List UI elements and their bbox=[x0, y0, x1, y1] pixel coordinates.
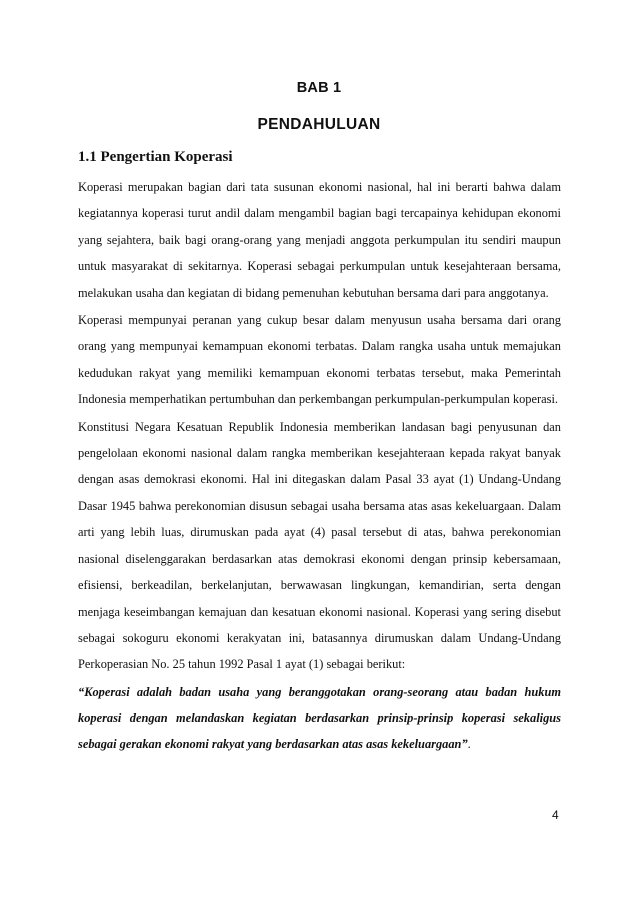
section-heading: 1.1 Pengertian Koperasi bbox=[78, 149, 233, 165]
quote-period: . bbox=[467, 736, 471, 751]
paragraph-3: Konstitusi Negara Kesatuan Republik Indonesia memberikan landasan bagi penyusunan dan pengelolaan ekonomi nasional dalam rangka memberikan kesejahteraan kepada rakyat banyak dengan asas demokrasi ekonomi. Hal ini ditegaskan dalam Pasal 33 ayat (1) Undang-Undang Dasar 1945 bahwa perekonomian disusun sebagai usaha bersama atas asas kekeluargaan. Dalam arti yang lebih luas, dirumuskan pada ayat (4) pasal tersebut di atas, bahwa perekonomian nasional diselenggarakan berdasarkan atas demokrasi ekonomi dengan prinsip kebersamaan, efisiensi, berkeadilan, berkelanjutan, berwawasan lingkungan, kemandirian, serta dengan menjaga keseimbangan kemajuan dan kesatuan ekonomi nasional. Koperasi yang sering disebut sebagai sokoguru ekonomi kerakyatan ini, batasannya dirumuskan dalam Undang-Undang Perkoperasian No. 25 tahun 1992 Pasal 1 ayat (1) sebagai berikut: bbox=[78, 419, 561, 672]
quote-text: “Koperasi adalah badan usaha yang beranggotakan orang-seorang atau badan hukum koperasi dengan melandaskan kegiatan berdasarkan prinsip-prinsip koperasi sekaligus sebagai gerakan ekonomi rakyat yang berdasarkan atas asas kekeluargaan” bbox=[78, 684, 561, 751]
chapter-label: BAB 1 bbox=[296, 80, 342, 96]
page-body bbox=[78, 146, 561, 757]
page-number: 4 bbox=[552, 808, 559, 822]
definition-quote bbox=[78, 679, 561, 757]
chapter-title: PENDAHULUAN bbox=[257, 116, 381, 133]
paragraph-1: Koperasi merupakan bagian dari tata susunan ekonomi nasional, hal ini berarti bahwa dalam kegiatannya koperasi turut andil dalam mengambil bagian bagi tercapainya kehidupan ekonomi yang sejahtera, baik bagi orang-orang yang menjadi anggota perkumpulan itu sendiri maupun untuk masyarakat di sekitarnya. Koperasi sebagai perkumpulan untuk kesejahteraan bersama, melakukan usaha dan kegiatan di bidang pemenuhan kebutuhan bersama dari para anggotanya. bbox=[78, 180, 561, 300]
paragraph-2: Koperasi mempunyai peranan yang cukup besar dalam menyusun usaha bersama dari orang orang yang mempunyai kemampuan ekonomi terbatas. Dalam rangka usaha untuk memajukan kedudukan rakyat yang memiliki kemampuan ekonomi terbatas tersebut, maka Pemerintah Indonesia memperhatikan pertumbuhan dan perkembangan perkumpulan-perkumpulan koperasi. bbox=[78, 313, 561, 407]
